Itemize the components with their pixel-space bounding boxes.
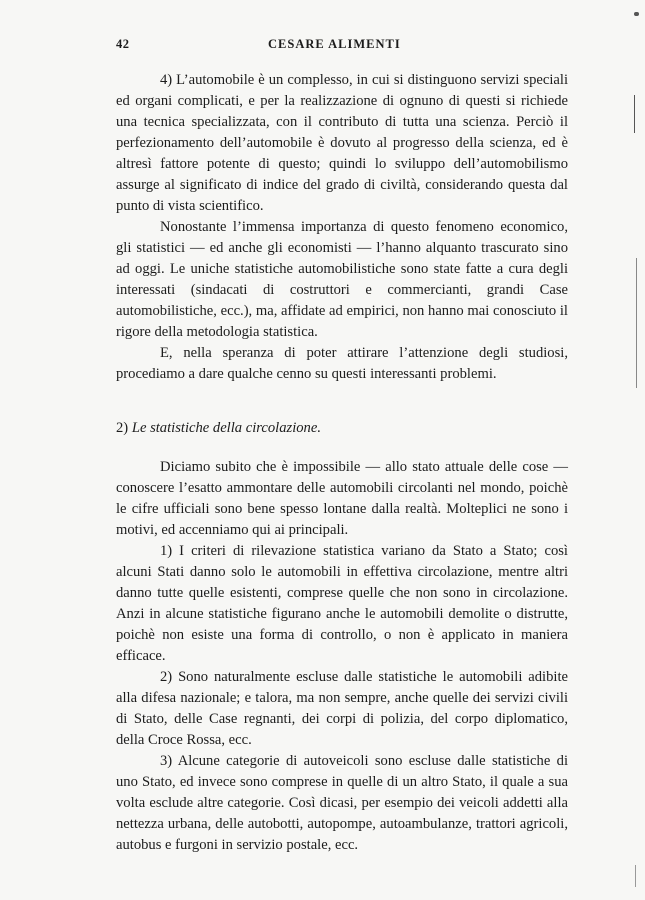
list-item: 1) I criteri di rilevazione statistica variano da Stato a Stato; così alcuni Stati danno solo le automobili in effettiva circolazione, mentre altri danno tutte quelle esistenti, comprese quelle che non sono in circolazione. Anzi in alcune statistiche figurano anche le automobili demolite o distrutte, poichè non esiste una forma di controllo, o non è applicato in maniera efficace. xyxy=(116,543,568,664)
section-heading xyxy=(116,418,568,439)
body-text xyxy=(116,70,568,856)
section-title: Le statistiche della circolazione. xyxy=(131,420,321,436)
running-head: CESARE ALIMENTI xyxy=(268,37,401,51)
paragraph: Nonostante l’immensa importanza di questo fenomeno economico, gli statistici — ed anche gli economisti — l’hanno alquanto trascurato sino ad oggi. Le uniche statistiche automobilistiche sono state fatte a cura degli interessati (sindacati di costruttori e commercianti, grandi Case automobilistiche, ecc.), ma, affidate ad empirici, non hanno mai conosciuto il rigore della metodologia statistica. xyxy=(116,219,568,340)
page-number: 42 xyxy=(116,37,130,51)
paragraph: Diciamo subito che è impossibile — allo stato attuale delle cose — conoscere l’esatto ammontare delle automobili circolanti nel mondo, poichè le cifre ufficiali sono bene spesso lontane dalla realtà. Molteplici ne sono i motivi, ed accenniamo qui ai principali. xyxy=(116,459,568,538)
margin-scan-mark xyxy=(634,12,639,16)
margin-scan-line xyxy=(635,865,636,887)
section-number: 2) xyxy=(116,420,129,436)
list-item: 2) Sono naturalmente escluse dalle statistiche le automobili adibite alla difesa nazionale; e talora, ma non sempre, anche quelle dei servizi civili di Stato, delle Case regnanti, dei corpi di polizia, del corpo diplomatico, della Croce Rossa, ecc. xyxy=(116,669,568,748)
margin-scan-line xyxy=(636,258,637,388)
paragraph: E, nella speranza di poter attirare l’attenzione degli studiosi, procediamo a dare qualche cenno su questi interessanti problemi. xyxy=(116,345,568,382)
list-item: 3) Alcune categorie di autoveicoli sono escluse dalle statistiche di uno Stato, ed invece sono comprese in quelle di un altro Stato, il quale a sua volta esclude altre categorie. Così dicasi, per esempio dei veicoli addetti alla nettezza urbana, delle autobotti, autopompe, autoambulanze, trattori agricoli, autobus e furgoni in servizio postale, ecc. xyxy=(116,753,568,853)
paragraph: 4) L’automobile è un complesso, in cui si distinguono servizi speciali ed organi complicati, e per la realizzazione di ognuno di questi si richiede una tecnica specializzata, con il contributo di tutta una scienza. Perciò il perfezionamento dell’automobile è dovuto al progresso della scienza, ed è altresì fattore potente di questo; quindi lo sviluppo dell’automobilismo assurge al significato di indice del grado di civiltà, considerando questa dal punto di vista scientifico. xyxy=(116,72,568,214)
page-header xyxy=(116,37,568,57)
margin-scan-line xyxy=(634,95,635,133)
